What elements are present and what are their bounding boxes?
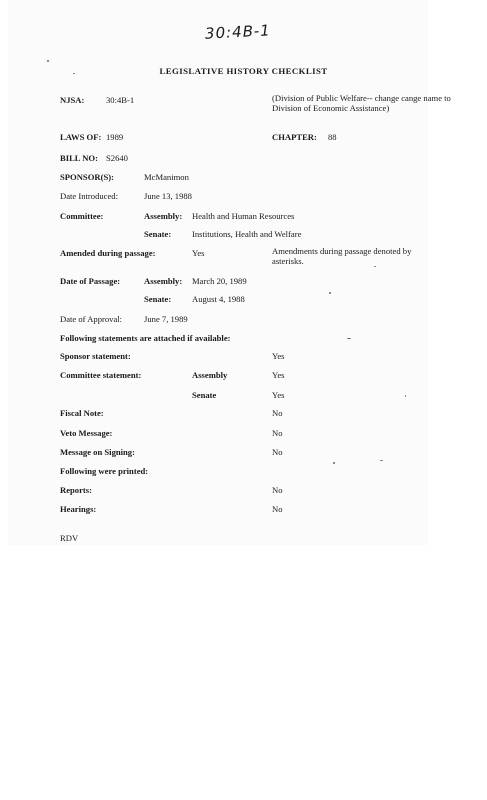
- scan-speck: [380, 460, 383, 461]
- amended-label: Amended during passage:: [60, 248, 156, 258]
- njsa-value: 30:4B-1: [106, 95, 135, 105]
- page-title: LEGISLATIVE HISTORY CHECKLIST: [159, 66, 328, 76]
- statements-header: Following statements are attached if available:: [60, 333, 231, 343]
- bill-no-label: BILL NO:: [60, 153, 98, 163]
- committee-statement-senate-value: Yes: [272, 390, 285, 400]
- veto-message-label: Veto Message:: [60, 428, 113, 438]
- sponsor-statement-value: Yes: [272, 351, 285, 361]
- passage-assembly-value: March 20, 1989: [192, 276, 247, 286]
- passage-assembly-label: Assembly:: [144, 276, 183, 286]
- scan-speck: [47, 60, 49, 62]
- date-of-passage-label: Date of Passage:: [60, 276, 121, 286]
- passage-senate-value: August 4, 1988: [192, 294, 245, 304]
- message-on-signing-label: Message on Signing:: [60, 447, 135, 457]
- scan-speck: [329, 292, 331, 294]
- amended-note: Amendments during passage denoted by asterisks.: [272, 246, 412, 266]
- laws-of-label: LAWS OF:: [60, 132, 102, 142]
- veto-message-value: No: [272, 428, 283, 438]
- document-page: [8, 0, 428, 545]
- committee-statement-label: Committee statement:: [60, 370, 142, 380]
- scan-speck: [374, 266, 376, 267]
- laws-of-value: 1989: [106, 132, 124, 142]
- fiscal-note-label: Fiscal Note:: [60, 408, 104, 418]
- scan-speck: [73, 73, 75, 74]
- committee-statement-assembly-label: Assembly: [192, 370, 228, 380]
- date-of-approval-value: June 7, 1989: [144, 314, 188, 324]
- committee-statement-senate-label: Senate: [192, 390, 217, 400]
- committee-statement-assembly-value: Yes: [272, 370, 285, 380]
- scan-speck: [405, 395, 406, 397]
- fiscal-note-value: No: [272, 408, 283, 418]
- amended-value: Yes: [192, 248, 205, 258]
- message-on-signing-value: No: [272, 447, 283, 457]
- committee-senate-label: Senate:: [144, 229, 172, 239]
- sponsor-value: McManimon: [144, 172, 189, 182]
- committee-senate-value: Institutions, Health and Welfare: [192, 229, 302, 239]
- committee-assembly-value: Health and Human Resources: [192, 211, 295, 221]
- reports-label: Reports:: [60, 485, 92, 495]
- date-introduced-label: Date Introduced:: [60, 191, 118, 201]
- hearings-value: No: [272, 504, 283, 514]
- date-of-approval-label: Date of Approval:: [60, 314, 123, 324]
- njsa-label: NJSA:: [60, 95, 85, 105]
- chapter-label: CHAPTER:: [272, 132, 317, 142]
- scan-speck: [347, 338, 351, 339]
- reports-value: No: [272, 485, 283, 495]
- committee-assembly-label: Assembly:: [144, 211, 183, 221]
- bill-no-value: S2640: [106, 153, 128, 163]
- printed-header: Following were printed:: [60, 466, 149, 476]
- committee-label: Committee:: [60, 211, 104, 221]
- sponsor-label: SPONSOR(S):: [60, 172, 114, 182]
- date-introduced-value: June 13, 1988: [144, 191, 192, 201]
- initials: RDV: [60, 533, 79, 543]
- handwritten-annotation: 30:4B-1: [204, 21, 272, 43]
- chapter-value: 88: [328, 132, 337, 142]
- sponsor-statement-label: Sponsor statement:: [60, 351, 131, 361]
- njsa-note: (Division of Public Welfare-- change cange name to Division of Economic Assistance): [272, 93, 451, 113]
- passage-senate-label: Senate:: [144, 294, 172, 304]
- scan-speck: [333, 462, 335, 464]
- hearings-label: Hearings:: [60, 504, 97, 514]
